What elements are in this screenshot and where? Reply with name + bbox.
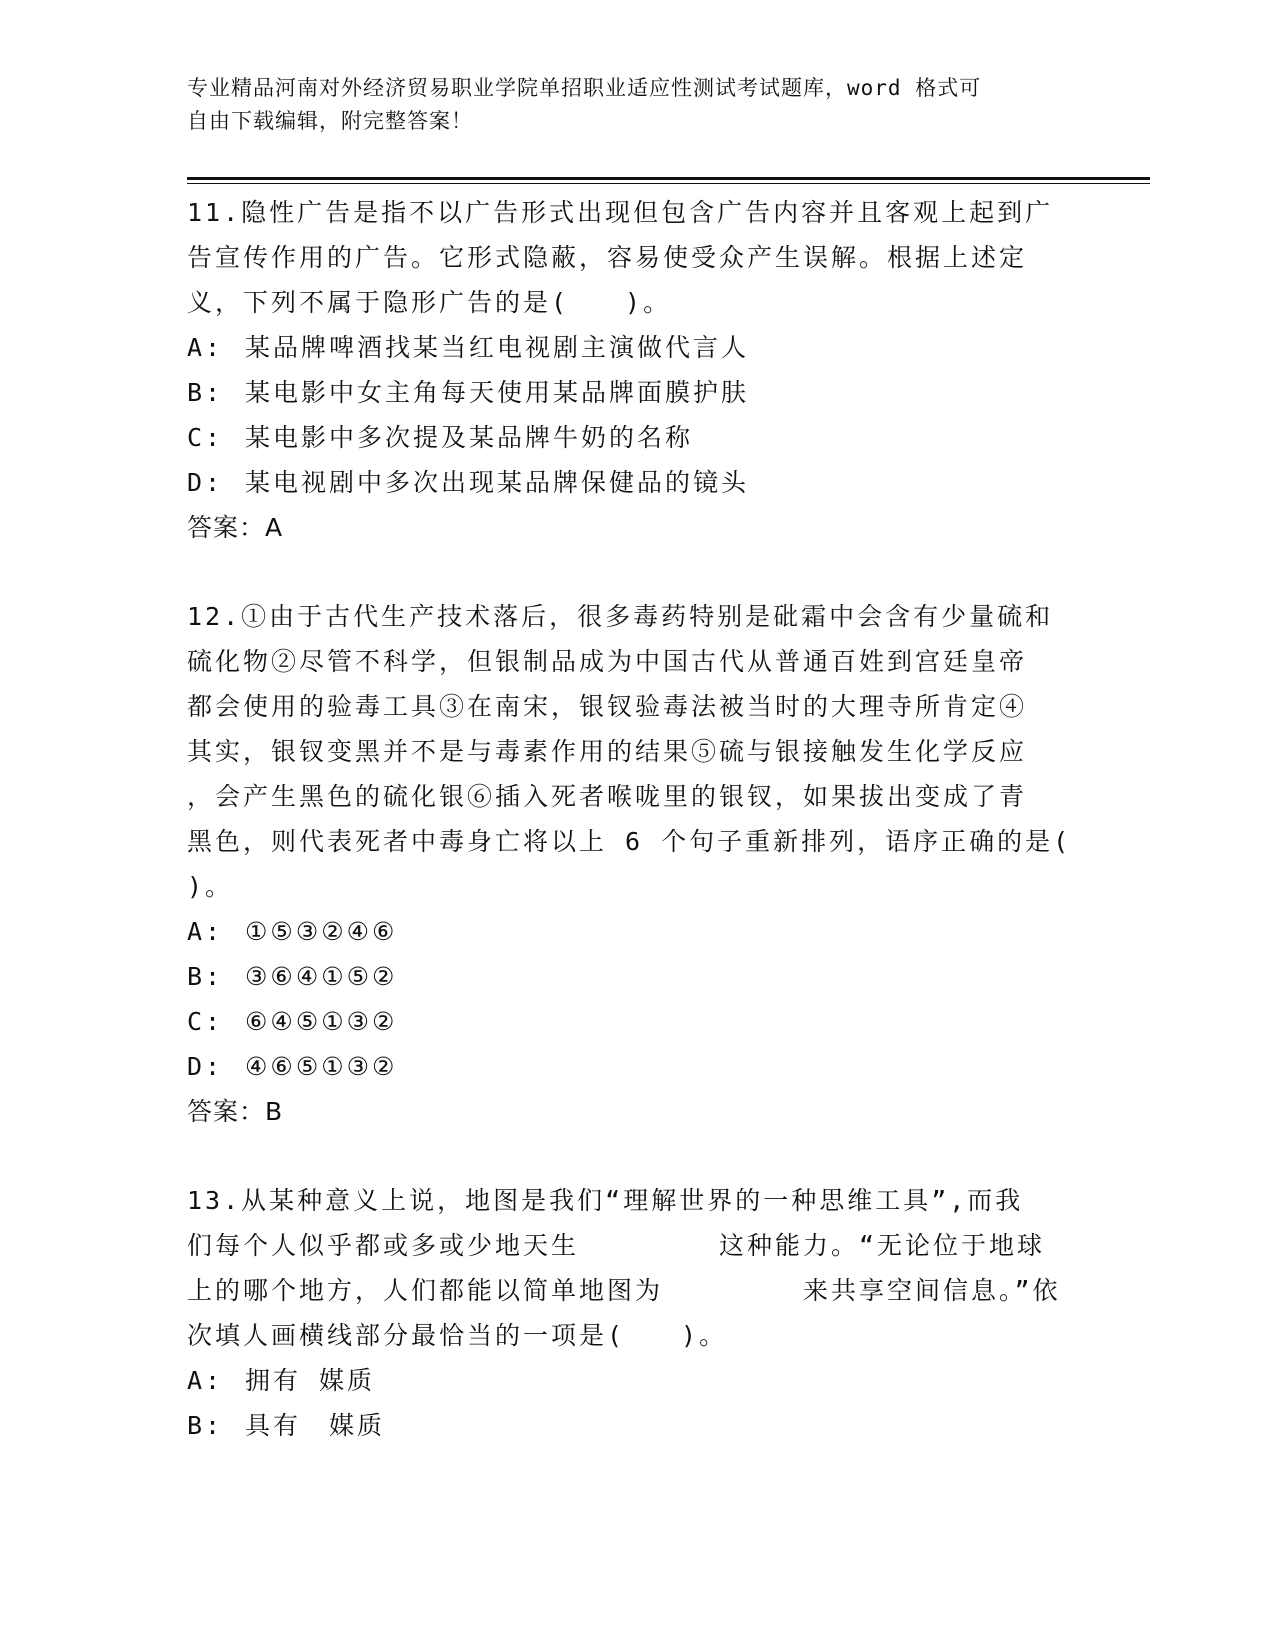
- question-list: [187, 190, 1077, 1448]
- question-12: [187, 594, 1077, 1134]
- option-c: [187, 999, 1077, 1044]
- question-text-line: 13.从某种意义上说，地图是我们“理解世界的一种思维工具”,而我: [187, 1186, 1024, 1215]
- question-13: [187, 1178, 1077, 1448]
- option-text: ⑥④⑤①③②: [245, 1007, 398, 1036]
- question-text-line: 硫化物②尽管不科学，但银制品成为中国古代从普通百姓到宫廷皇帝: [187, 647, 1028, 676]
- header-divider-thin: [187, 183, 1150, 184]
- question-text-line: 11.隐性广告是指不以广告形式出现但包含广告内容并且客观上起到广: [187, 198, 1054, 227]
- document-header: [187, 72, 1067, 138]
- question-text-line: 12.①由于古代生产技术落后，很多毒药特别是砒霜中会含有少量硫和: [187, 602, 1054, 631]
- option-text: 某电影中女主角每天使用某品牌面膜护肤: [245, 378, 750, 407]
- question-text-line: 其实，银钗变黑并不是与毒素作用的结果⑤硫与银接触发生化学反应: [187, 737, 1028, 766]
- option-d: [187, 460, 1077, 505]
- header-line-1: 专业精品河南对外经济贸易职业学院单招职业适应性测试考试题库，word 格式可: [187, 76, 982, 100]
- option-letter: B:: [187, 962, 224, 991]
- question-text-line: ，会产生黑色的硫化银⑥插入死者喉咙里的银钗，如果拔出变成了青: [187, 782, 1028, 811]
- option-b: [187, 1403, 1077, 1448]
- option-letter: A:: [187, 333, 224, 362]
- option-letter: C:: [187, 1007, 224, 1036]
- header-divider-thick: [187, 177, 1150, 180]
- question-text-line: 们每个人似乎都或多或少地天生 这种能力。“无论位于地球: [187, 1231, 1046, 1260]
- option-text: 拥有 媒质: [245, 1366, 376, 1395]
- option-text: ③⑥④①⑤②: [245, 962, 398, 991]
- option-c: [187, 415, 1077, 460]
- option-text: ①⑤③②④⑥: [245, 917, 398, 946]
- option-a: [187, 1358, 1077, 1403]
- option-d: [187, 1044, 1077, 1089]
- question-text-line: 义，下列不属于隐形广告的是( )。: [187, 288, 672, 317]
- option-letter: D:: [187, 468, 224, 497]
- option-text: ④⑥⑤①③②: [245, 1052, 398, 1081]
- question-text-line: 上的哪个地方，人们都能以简单地图为 来共享空间信息。”依: [187, 1276, 1061, 1305]
- option-text: 某电影中多次提及某品牌牛奶的名称: [245, 423, 694, 452]
- question-text-line: 黑色，则代表死者中毒身亡将以上 6 个句子重新排列，语序正确的是(: [187, 827, 1072, 856]
- answer-label: 答案：B: [187, 1097, 284, 1126]
- header-line-2: 自由下载编辑，附完整答案！: [187, 109, 473, 133]
- option-letter: C:: [187, 423, 224, 452]
- option-text: 具有 媒质: [245, 1411, 386, 1440]
- option-letter: B:: [187, 1411, 224, 1440]
- option-letter: D:: [187, 1052, 224, 1081]
- option-letter: A:: [187, 1366, 224, 1395]
- question-11: [187, 190, 1077, 550]
- question-text-line: 次填人画横线部分最恰当的一项是( )。: [187, 1321, 728, 1350]
- option-a: [187, 325, 1077, 370]
- option-b: [187, 370, 1077, 415]
- spacer: [187, 550, 1077, 594]
- option-letter: A:: [187, 917, 224, 946]
- question-text-line: 都会使用的验毒工具③在南宋，银钗验毒法被当时的大理寺所肯定④: [187, 692, 1028, 721]
- option-a: [187, 909, 1077, 954]
- option-b: [187, 954, 1077, 999]
- question-text-line: )。: [187, 872, 234, 901]
- option-letter: B:: [187, 378, 224, 407]
- option-text: 某电视剧中多次出现某品牌保健品的镜头: [245, 468, 750, 497]
- option-text: 某品牌啤酒找某当红电视剧主演做代言人: [245, 333, 750, 362]
- spacer: [187, 1134, 1077, 1178]
- answer-label: 答案：A: [187, 513, 284, 542]
- question-text-line: 告宣传作用的广告。它形式隐蔽，容易使受众产生误解。根据上述定: [187, 243, 1028, 272]
